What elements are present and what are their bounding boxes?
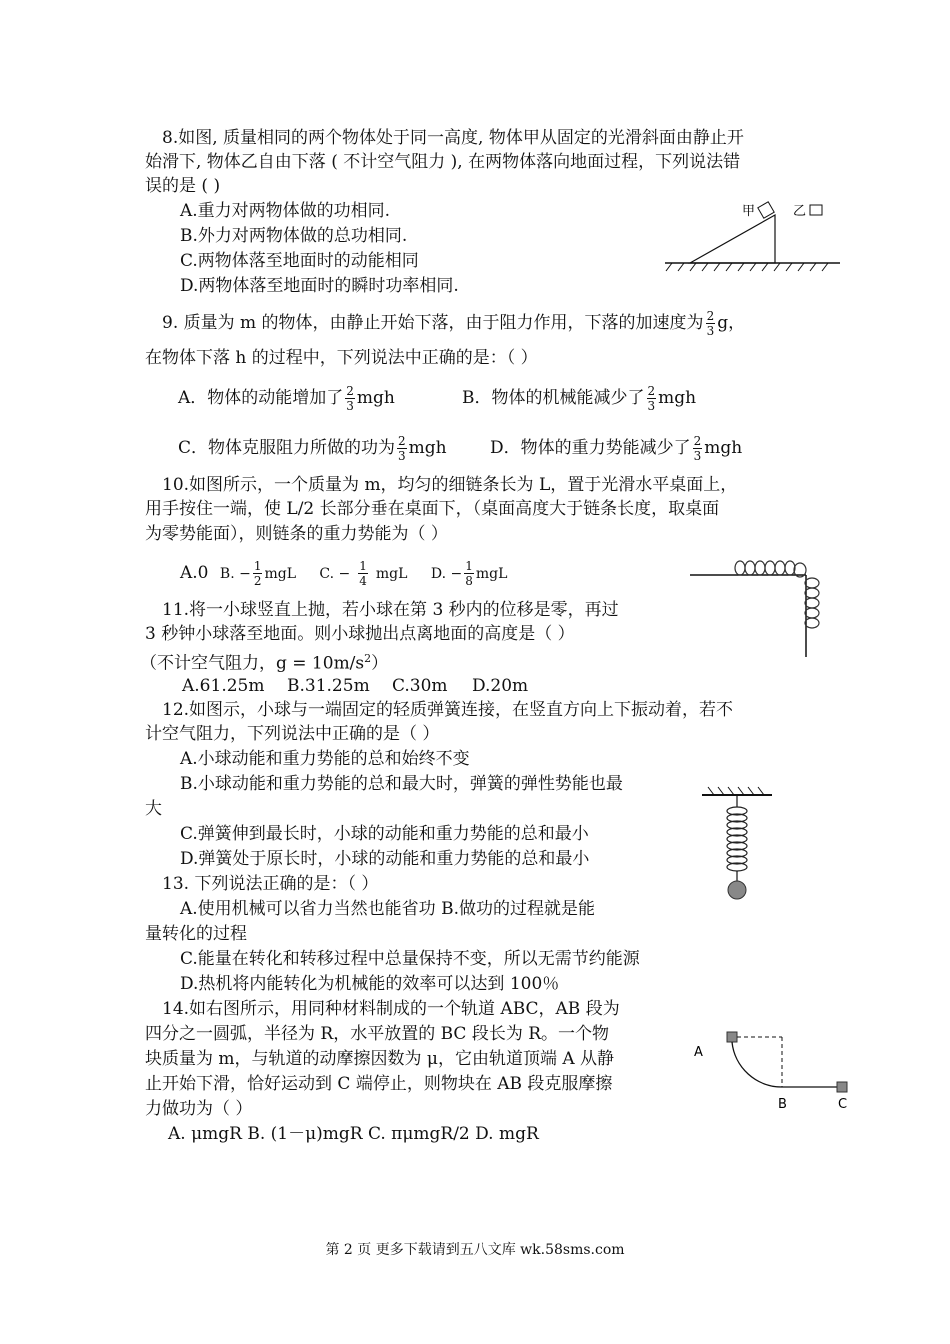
q10-line3: 为零势能面），则链条的重力势能为（ ） (145, 524, 448, 544)
q14-line1: 14.如右图所示，用同种材料制成的一个轨道 ABC，AB 段为 (162, 999, 620, 1019)
q11-option-c: C.30m (392, 676, 448, 696)
q14-line5: 力做功为（ ） (145, 1099, 253, 1119)
q12-option-a: A.小球动能和重力势能的总和始终不变 (180, 749, 470, 769)
q11-line1: 11.将一小球竖直上抛，若小球在第 3 秒内的位移是零，再过 (162, 600, 619, 620)
q12-line1: 12.如图示，小球与一端固定的轻质弹簧连接，在竖直方向上下振动着，若不 (162, 700, 734, 720)
q8-line2: 始滑下, 物体乙自由下落 ( 不计空气阻力 ), 在两物体落向地面过程，下列说法错 (145, 152, 741, 172)
fig-label-yi: 乙 (793, 204, 807, 219)
q11-option-b: B.31.25m (287, 676, 370, 696)
q14-line3: 块质量为 m，与轨道的动摩擦因数为 μ，它由轨道顶端 A 从静 (145, 1049, 615, 1069)
q12-option-b1: B.小球动能和重力势能的总和最大时，弹簧的弹性势能也最 (180, 774, 623, 794)
q8-line3: 误的是 ( ) (145, 176, 221, 196)
q8-line1: 8.如图, 质量相同的两个物体处于同一高度, 物体甲从固定的光滑斜面由静止开 (162, 128, 744, 148)
q9-option-a: A．物体的动能增加了 $\frac{2}{3}$ mgh (178, 384, 395, 413)
incline-figure (660, 195, 845, 275)
q13-option-ab: A.使用机械可以省力当然也能省功 B.做功的过程就是能 (180, 899, 595, 919)
q9-option-b: B．物体的机械能减少了 $\frac{2}{3}$ mgh (462, 384, 697, 413)
q8-option-b: B.外力对两物体做的总功相同. (180, 226, 408, 246)
page-footer: 第 2 页 更多下载请到五八文库 wk.58sms.com (325, 1242, 625, 1258)
q11-line3: （不计空气阻力，$g = 10m/s^2$） (140, 652, 389, 674)
track-figure (690, 1030, 860, 1115)
q13-option-ab2: 量转化的过程 (145, 924, 247, 944)
q10-line1: 10.如图所示，一个质量为 m，均匀的细链条长为 L，置于光滑水平桌面上， (162, 475, 738, 495)
chain-figure (688, 555, 823, 660)
q14-options: A. μmgR B. (1－μ)mgR C. πμmgR/2 D. mgR (168, 1124, 539, 1144)
q12-line2: 计空气阻力，下列说法中正确的是（ ） (145, 724, 440, 744)
q14-line2: 四分之一圆弧，半径为 R，水平放置的 BC 段长为 R。一个物 (145, 1024, 610, 1044)
q9-line1: 9. 质量为 m 的物体，由静止开始下落，由于阻力作用，下落的加速度为 $\frac{2}{3}$ g， (162, 309, 746, 338)
q10-line2: 用手按住一端，使 L/2 长部分垂在桌面下，（桌面高度大于链条长度，取桌面 (145, 499, 720, 519)
q13-line1: 13. 下列说法正确的是：（ ） (162, 874, 379, 894)
q11-line2: 3 秒钟小球落至地面。则小球抛出点离地面的高度是（ ） (145, 624, 575, 644)
q9-option-d: D．物体的重力势能减少了 $\frac{2}{3}$ mgh (490, 434, 743, 463)
q9-option-c: C．物体克服阻力所做的功为 $\frac{2}{3}$ mgh (178, 434, 447, 463)
fig-label-c: C (838, 1097, 848, 1112)
q9-line2: 在物体下落 h 的过程中，下列说法中正确的是：（ ） (145, 348, 538, 368)
q14-line4: 止开始下滑，恰好运动到 C 端停止，则物块在 AB 段克服摩擦 (145, 1074, 613, 1094)
q11-option-d: D.20m (472, 676, 529, 696)
fig-label-b: B (778, 1097, 787, 1112)
spring-figure (700, 785, 780, 905)
q8-option-c: C.两物体落至地面时的动能相同 (180, 251, 419, 271)
q12-option-d: D.弹簧处于原长时，小球的动能和重力势能的总和最小 (180, 849, 590, 869)
q13-option-c: C.能量在转化和转移过程中总量保持不变，所以无需节约能源 (180, 949, 640, 969)
fig-label-jia: 甲 (742, 204, 756, 219)
q13-option-d: D.热机将内能转化为机械能的效率可以达到 100％ (180, 974, 560, 994)
q8-option-a: A.重力对两物体做的功相同. (180, 201, 391, 221)
fig-label-a: A (694, 1045, 703, 1060)
fraction: $\frac{2}{3}$ (706, 309, 715, 338)
q10-options: A.0 B. − $\frac{1}{2}$ mgL C. − $\frac{1}{4}$ mgL D. − $\frac{1}{8}$ mgL (180, 559, 508, 588)
q8-option-d: D.两物体落至地面时的瞬时功率相同. (180, 276, 459, 296)
q12-option-b2: 大 (145, 799, 162, 819)
q12-option-c: C.弹簧伸到最长时，小球的动能和重力势能的总和最小 (180, 824, 589, 844)
q11-option-a: A.61.25m (182, 676, 265, 696)
